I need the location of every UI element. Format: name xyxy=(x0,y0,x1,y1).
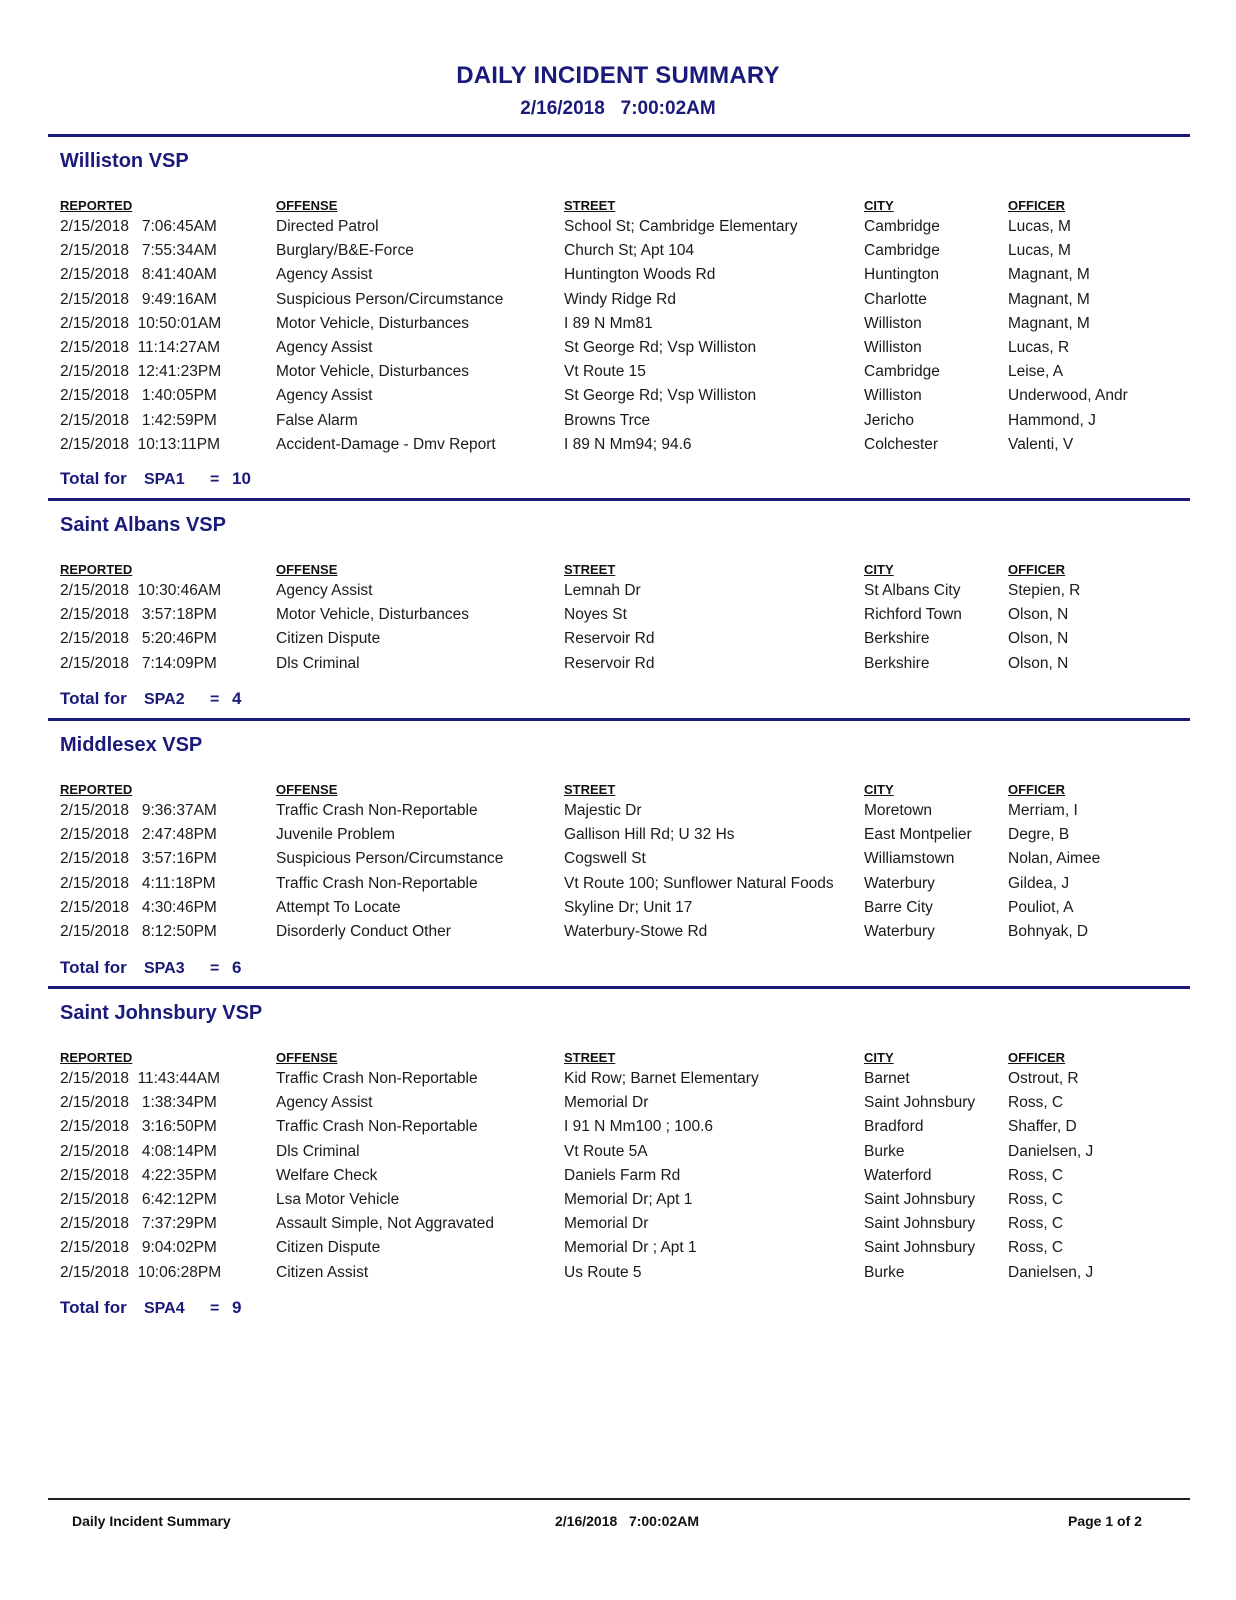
officer-cell: Nolan, Aimee xyxy=(1008,850,1101,868)
col-city: CITY xyxy=(864,782,894,797)
section-total xyxy=(60,958,241,978)
street-cell: Cogswell St xyxy=(564,850,646,868)
officer-cell: Ostrout, R xyxy=(1008,1070,1079,1087)
street-cell: Vt Route 15 xyxy=(564,363,646,381)
city-cell: Waterbury xyxy=(864,874,935,892)
footer-divider xyxy=(48,1498,1190,1500)
officer-cell: Lucas, R xyxy=(1008,338,1070,356)
offense-cell: Traffic Crash Non-Reportable xyxy=(276,1070,478,1087)
offense-cell: Dls Criminal xyxy=(276,1142,360,1160)
reported-cell: 2/15/2018 4:22:35PM xyxy=(60,1166,217,1184)
col-officer: OFFICER xyxy=(1008,782,1066,797)
street-cell: Noyes St xyxy=(564,606,627,624)
officer-cell: Magnant, M xyxy=(1008,314,1090,332)
total-code: SPA3 xyxy=(144,960,185,977)
offense-cell: Traffic Crash Non-Reportable xyxy=(276,1118,478,1136)
city-cell: Burke xyxy=(864,1263,905,1281)
incident-row xyxy=(0,412,1236,436)
officer-cell: Hammond, J xyxy=(1008,411,1096,429)
offense-cell: Welfare Check xyxy=(276,1166,378,1184)
offense-cell: Traffic Crash Non-Reportable xyxy=(276,802,478,819)
reported-cell: 2/15/2018 8:12:50PM xyxy=(60,922,217,940)
reported-cell: 2/15/2018 7:37:29PM xyxy=(60,1215,217,1233)
report-time: 7:00:02AM xyxy=(620,98,716,119)
street-cell: Huntington Woods Rd xyxy=(564,266,716,284)
officer-cell: Leise, A xyxy=(1008,363,1064,381)
city-cell: Saint Johnsbury xyxy=(864,1239,976,1257)
section-divider xyxy=(48,498,1190,501)
incident-row xyxy=(0,630,1236,654)
total-equals: = xyxy=(210,960,220,977)
officer-cell: Ross, C xyxy=(1008,1094,1064,1112)
offense-cell: Assault Simple, Not Aggravated xyxy=(276,1215,494,1233)
officer-cell: Degre, B xyxy=(1008,826,1070,844)
incident-row xyxy=(0,1191,1236,1215)
reported-cell: 2/15/2018 3:57:16PM xyxy=(60,850,217,868)
col-officer: OFFICER xyxy=(1008,1050,1066,1065)
offense-cell: Attempt To Locate xyxy=(276,898,401,916)
offense-cell: Motor Vehicle, Disturbances xyxy=(276,314,469,332)
offense-cell: Disorderly Conduct Other xyxy=(276,922,451,940)
city-cell: Berkshire xyxy=(864,654,930,672)
street-cell: Memorial Dr xyxy=(564,1094,649,1112)
total-count: 9 xyxy=(232,1298,242,1317)
col-city: CITY xyxy=(864,562,894,577)
incident-row xyxy=(0,923,1236,947)
reported-cell: 2/15/2018 3:57:18PM xyxy=(60,606,217,624)
offense-cell: Accident-Damage - Dmv Report xyxy=(276,435,496,453)
incident-row xyxy=(0,606,1236,630)
incident-row xyxy=(0,1143,1236,1167)
total-count: 6 xyxy=(232,958,242,977)
street-cell: I 89 N Mm81 xyxy=(564,314,653,332)
offense-cell: Agency Assist xyxy=(276,338,373,356)
col-street: STREET xyxy=(564,782,616,797)
city-cell: Colchester xyxy=(864,435,939,453)
street-cell: Vt Route 5A xyxy=(564,1142,648,1160)
city-cell: East Montpelier xyxy=(864,826,972,844)
offense-cell: Citizen Assist xyxy=(276,1263,369,1281)
incident-rows xyxy=(0,802,1236,947)
incident-row xyxy=(0,1215,1236,1239)
officer-cell: Olson, N xyxy=(1008,630,1069,648)
officer-cell: Underwood, Andr xyxy=(1008,387,1128,405)
reported-cell: 2/15/2018 12:41:23PM xyxy=(60,363,222,381)
column-headers xyxy=(0,562,1236,580)
city-cell: Waterford xyxy=(864,1166,932,1184)
street-cell: Windy Ridge Rd xyxy=(564,290,676,308)
city-cell: Bradford xyxy=(864,1118,924,1136)
col-reported: REPORTED xyxy=(60,198,133,213)
officer-cell: Olson, N xyxy=(1008,606,1069,624)
total-code: SPA2 xyxy=(144,691,185,708)
street-cell: Daniels Farm Rd xyxy=(564,1166,681,1184)
city-cell: Williston xyxy=(864,338,922,356)
city-cell: Charlotte xyxy=(864,290,927,308)
officer-cell: Danielsen, J xyxy=(1008,1142,1094,1160)
col-offense: OFFENSE xyxy=(276,1050,338,1065)
total-code: SPA4 xyxy=(144,1300,185,1317)
column-headers xyxy=(0,782,1236,800)
street-cell: Memorial Dr; Apt 1 xyxy=(564,1190,693,1208)
city-cell: Berkshire xyxy=(864,630,930,648)
street-cell: Lemnah Dr xyxy=(564,582,641,599)
incident-row xyxy=(0,242,1236,266)
footer-page-number: Page 1 of 2 xyxy=(1068,1513,1142,1529)
section-total xyxy=(60,689,241,709)
street-cell: Reservoir Rd xyxy=(564,630,655,648)
reported-cell: 2/15/2018 5:20:46PM xyxy=(60,630,217,648)
offense-cell: Agency Assist xyxy=(276,1094,373,1112)
col-offense: OFFENSE xyxy=(276,198,338,213)
incident-rows xyxy=(0,1070,1236,1288)
reported-cell: 2/15/2018 4:30:46PM xyxy=(60,898,217,916)
city-cell: Richford Town xyxy=(864,606,962,624)
total-label: Total for xyxy=(60,1298,127,1317)
officer-cell: Pouliot, A xyxy=(1008,898,1074,916)
city-cell: Jericho xyxy=(864,411,914,429)
city-cell: Saint Johnsbury xyxy=(864,1190,976,1208)
incident-row xyxy=(0,582,1236,606)
col-offense: OFFENSE xyxy=(276,562,338,577)
incident-row xyxy=(0,802,1236,826)
col-officer: OFFICER xyxy=(1008,562,1066,577)
col-city: CITY xyxy=(864,198,894,213)
city-cell: Huntington xyxy=(864,266,939,284)
officer-cell: Ross, C xyxy=(1008,1190,1064,1208)
incident-row xyxy=(0,850,1236,874)
city-cell: Saint Johnsbury xyxy=(864,1094,976,1112)
col-reported: REPORTED xyxy=(60,1050,133,1065)
incident-row xyxy=(0,363,1236,387)
reported-cell: 2/15/2018 10:50:01AM xyxy=(60,314,222,332)
street-cell: Browns Trce xyxy=(564,411,651,429)
street-cell: Reservoir Rd xyxy=(564,654,655,672)
officer-cell: Merriam, I xyxy=(1008,802,1078,819)
street-cell: Gallison Hill Rd; U 32 Hs xyxy=(564,826,735,844)
offense-cell: Burglary/B&E-Force xyxy=(276,242,414,260)
column-headers xyxy=(0,1050,1236,1068)
incident-row xyxy=(0,315,1236,339)
city-cell: Cambridge xyxy=(864,242,940,260)
incident-row xyxy=(0,899,1236,923)
report-datetime xyxy=(0,98,1236,120)
footer-title: Daily Incident Summary xyxy=(72,1513,231,1529)
incident-row xyxy=(0,655,1236,679)
reported-cell: 2/15/2018 9:36:37AM xyxy=(60,802,217,819)
total-code: SPA1 xyxy=(144,471,185,488)
section-total xyxy=(60,469,251,489)
city-cell: Cambridge xyxy=(864,363,940,381)
officer-cell: Stepien, R xyxy=(1008,582,1081,599)
incident-row xyxy=(0,291,1236,315)
report-date: 2/16/2018 xyxy=(520,98,605,119)
section-divider xyxy=(48,986,1190,989)
reported-cell: 2/15/2018 10:13:11PM xyxy=(60,435,221,453)
incident-row xyxy=(0,1239,1236,1263)
incident-row xyxy=(0,1118,1236,1142)
street-cell: Kid Row; Barnet Elementary xyxy=(564,1070,759,1087)
incident-row xyxy=(0,826,1236,850)
officer-cell: Lucas, M xyxy=(1008,242,1071,260)
col-officer: OFFICER xyxy=(1008,198,1066,213)
officer-cell: Bohnyak, D xyxy=(1008,922,1089,940)
total-equals: = xyxy=(210,471,220,488)
offense-cell: Traffic Crash Non-Reportable xyxy=(276,874,478,892)
city-cell: Cambridge xyxy=(864,218,940,235)
reported-cell: 2/15/2018 10:06:28PM xyxy=(60,1263,222,1281)
footer-datetime: 2/16/2018 7:00:02AM xyxy=(555,1513,699,1529)
incident-row xyxy=(0,436,1236,460)
offense-cell: Motor Vehicle, Disturbances xyxy=(276,606,469,624)
offense-cell: Directed Patrol xyxy=(276,218,379,235)
street-cell: Memorial Dr ; Apt 1 xyxy=(564,1239,697,1257)
offense-cell: Suspicious Person/Circumstance xyxy=(276,290,504,308)
incident-row xyxy=(0,1167,1236,1191)
incident-row xyxy=(0,875,1236,899)
reported-cell: 2/15/2018 1:40:05PM xyxy=(60,387,217,405)
offense-cell: False Alarm xyxy=(276,411,358,429)
col-street: STREET xyxy=(564,1050,616,1065)
total-label: Total for xyxy=(60,689,127,708)
report-title: DAILY INCIDENT SUMMARY xyxy=(456,62,780,89)
offense-cell: Agency Assist xyxy=(276,582,373,599)
col-reported: REPORTED xyxy=(60,782,133,797)
offense-cell: Lsa Motor Vehicle xyxy=(276,1190,400,1208)
city-cell: Moretown xyxy=(864,802,933,819)
col-street: STREET xyxy=(564,562,616,577)
officer-cell: Magnant, M xyxy=(1008,290,1090,308)
section-title: Williston VSP xyxy=(60,150,189,172)
reported-cell: 2/15/2018 1:38:34PM xyxy=(60,1094,217,1112)
col-offense: OFFENSE xyxy=(276,782,338,797)
incident-row xyxy=(0,1070,1236,1094)
street-cell: School St; Cambridge Elementary xyxy=(564,218,798,235)
officer-cell: Ross, C xyxy=(1008,1239,1064,1257)
reported-cell: 2/15/2018 11:43:44AM xyxy=(60,1070,221,1087)
incident-rows xyxy=(0,218,1236,460)
offense-cell: Citizen Dispute xyxy=(276,1239,381,1257)
section-total xyxy=(60,1298,241,1318)
offense-cell: Agency Assist xyxy=(276,266,373,284)
total-equals: = xyxy=(210,1300,220,1317)
col-street: STREET xyxy=(564,198,616,213)
street-cell: Church St; Apt 104 xyxy=(564,242,695,260)
offense-cell: Citizen Dispute xyxy=(276,630,381,648)
reported-cell: 2/15/2018 3:16:50PM xyxy=(60,1118,217,1136)
officer-cell: Magnant, M xyxy=(1008,266,1090,284)
reported-cell: 2/15/2018 9:04:02PM xyxy=(60,1239,217,1257)
header-divider xyxy=(48,134,1190,137)
reported-cell: 2/15/2018 2:47:48PM xyxy=(60,826,217,844)
offense-cell: Agency Assist xyxy=(276,387,373,405)
city-cell: Saint Johnsbury xyxy=(864,1215,976,1233)
incident-row xyxy=(0,266,1236,290)
officer-cell: Ross, C xyxy=(1008,1166,1064,1184)
officer-cell: Valenti, V xyxy=(1008,435,1074,453)
reported-cell: 2/15/2018 1:42:59PM xyxy=(60,411,217,429)
officer-cell: Gildea, J xyxy=(1008,874,1070,892)
city-cell: Burke xyxy=(864,1142,905,1160)
officer-cell: Danielsen, J xyxy=(1008,1263,1094,1281)
offense-cell: Juvenile Problem xyxy=(276,826,395,844)
city-cell: Waterbury xyxy=(864,922,935,940)
offense-cell: Suspicious Person/Circumstance xyxy=(276,850,504,868)
reported-cell: 2/15/2018 7:55:34AM xyxy=(60,242,217,260)
section-title: Saint Johnsbury VSP xyxy=(60,1002,263,1024)
city-cell: Williston xyxy=(864,314,922,332)
officer-cell: Ross, C xyxy=(1008,1215,1064,1233)
col-city: CITY xyxy=(864,1050,894,1065)
street-cell: Memorial Dr xyxy=(564,1215,649,1233)
incident-row xyxy=(0,1094,1236,1118)
section-divider xyxy=(48,718,1190,721)
officer-cell: Lucas, M xyxy=(1008,218,1071,235)
total-count: 4 xyxy=(232,689,242,708)
city-cell: Barre City xyxy=(864,898,933,916)
officer-cell: Olson, N xyxy=(1008,654,1069,672)
incident-row xyxy=(0,387,1236,411)
city-cell: St Albans City xyxy=(864,582,961,599)
street-cell: I 89 N Mm94; 94.6 xyxy=(564,435,692,453)
city-cell: Williston xyxy=(864,387,922,405)
reported-cell: 2/15/2018 4:08:14PM xyxy=(60,1142,217,1160)
offense-cell: Dls Criminal xyxy=(276,654,360,672)
col-reported: REPORTED xyxy=(60,562,133,577)
column-headers xyxy=(0,198,1236,216)
incident-row xyxy=(0,1264,1236,1288)
street-cell: Majestic Dr xyxy=(564,802,642,819)
total-label: Total for xyxy=(60,958,127,977)
total-label: Total for xyxy=(60,469,127,488)
section-title: Saint Albans VSP xyxy=(60,514,226,536)
reported-cell: 2/15/2018 10:30:46AM xyxy=(60,582,222,599)
city-cell: Barnet xyxy=(864,1070,910,1087)
officer-cell: Shaffer, D xyxy=(1008,1118,1077,1136)
reported-cell: 2/15/2018 9:49:16AM xyxy=(60,290,217,308)
total-count: 10 xyxy=(232,469,251,488)
street-cell: Vt Route 100; Sunflower Natural Foods xyxy=(564,874,834,892)
street-cell: I 91 N Mm100 ; 100.6 xyxy=(564,1118,714,1136)
reported-cell: 2/15/2018 4:11:18PM xyxy=(60,874,216,892)
street-cell: Us Route 5 xyxy=(564,1263,642,1281)
offense-cell: Motor Vehicle, Disturbances xyxy=(276,363,469,381)
incident-row xyxy=(0,218,1236,242)
reported-cell: 2/15/2018 7:14:09PM xyxy=(60,654,217,672)
total-equals: = xyxy=(210,691,220,708)
incident-rows xyxy=(0,582,1236,679)
reported-cell: 2/15/2018 6:42:12PM xyxy=(60,1190,217,1208)
street-cell: Skyline Dr; Unit 17 xyxy=(564,898,693,916)
reported-cell: 2/15/2018 8:41:40AM xyxy=(60,266,217,284)
street-cell: St George Rd; Vsp Williston xyxy=(564,387,757,405)
city-cell: Williamstown xyxy=(864,850,955,868)
incident-row xyxy=(0,339,1236,363)
reported-cell: 2/15/2018 11:14:27AM xyxy=(60,338,221,356)
reported-cell: 2/15/2018 7:06:45AM xyxy=(60,218,217,235)
street-cell: Waterbury-Stowe Rd xyxy=(564,922,708,940)
section-title: Middlesex VSP xyxy=(60,734,203,756)
street-cell: St George Rd; Vsp Williston xyxy=(564,338,757,356)
